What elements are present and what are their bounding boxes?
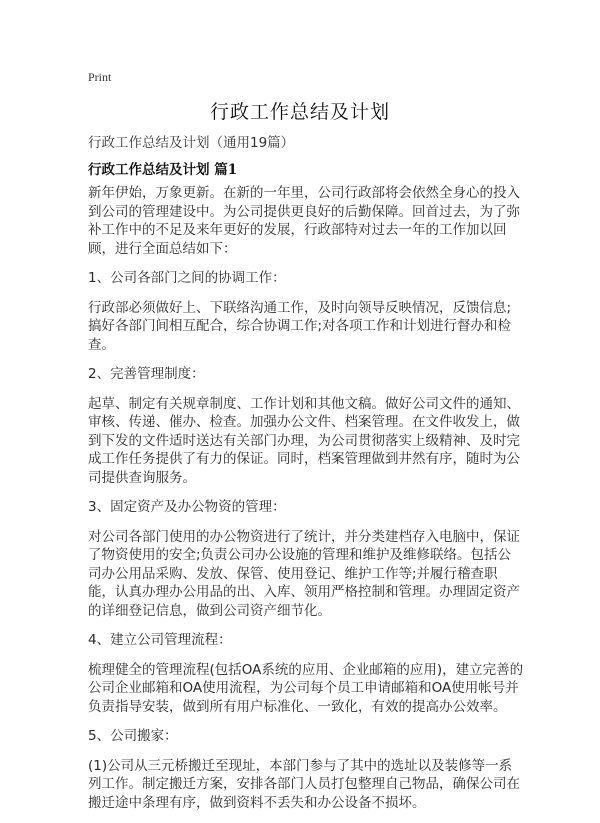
document-subtitle: 行政工作总结及计划（通用19篇）	[88, 135, 295, 151]
paragraph-management-system: 起草、制定有关规章制度、工作计划和其他文稿。做好公司文件的通知、审核、传递、催办、检查。加强办公文件、档案管理。在文件收发上，做到下发的文件适时送达有关部门办理，为公司贯彻落实上级精神、及时完成工作任务提供了有力的保证。同时，档案管理做到井然有序，随时为公司提供查询服务。	[88, 395, 520, 486]
paragraph-relocation: (1)公司从三元桥搬迁至现址，本部门参与了其中的选址以及装修等一系列工作。制定搬迁方案，安排各部门人员打包整理自己物品，确保公司在搬迁途中条理有序，做到资料不丢失和办公设备不损坏。	[88, 757, 520, 811]
paragraph-assets: 对公司各部门使用的办公物资进行了统计，并分类建档存入电脑中，保证了物资使用的安全;负责公司办公设施的管理和维护及维修联络。包括公司办公用品采购、发放、保管、使用登记、维护工作等;并履行稽查职能，认真办理办公用品的出、入库、领用严格控制和管理。办理固定资产的详细登记信息，做到公司资产细节化。	[88, 528, 520, 619]
paragraph-process: 梳理健全的管理流程(包括OA系统的应用、企业邮箱的应用)，建立完善的公司企业邮箱和OA使用流程，为公司每个员工申请邮箱和OA使用帐号并负责指导安装，做到所有用户标准化、一致化，有效的提高办公效率。	[88, 661, 524, 715]
section-heading: 行政工作总结及计划 篇1	[88, 162, 238, 178]
item-heading-1: 1、公司各部门之间的协调工作：	[88, 270, 286, 286]
document-title: 行政工作总结及计划	[209, 101, 390, 123]
item-heading-4: 4、建立公司管理流程：	[88, 632, 232, 648]
item-heading-5: 5、公司搬家：	[88, 728, 178, 744]
paragraph-coordination: 行政部必须做好上、下联络沟通工作，及时向领导反映情况，反馈信息;搞好各部门间相互配合，综合协调工作;对各项工作和计划进行督办和检查。	[88, 299, 512, 353]
print-label[interactable]: Print	[88, 70, 112, 84]
item-heading-2: 2、完善管理制度：	[88, 366, 205, 382]
item-heading-3: 3、固定资产及办公物资的管理：	[88, 499, 286, 515]
document-body	[88, 184, 524, 823]
paragraph-intro: 新年伊始，万象更新。在新的一年里，公司行政部将会依然全身心的投入到公司的管理建设中。为公司提供更良好的后勤保障。回首过去，为了弥补工作中的不足及来年更好的发展，行政部特对过去一年的工作加以回顾，进行全面总结如下：	[88, 185, 520, 257]
